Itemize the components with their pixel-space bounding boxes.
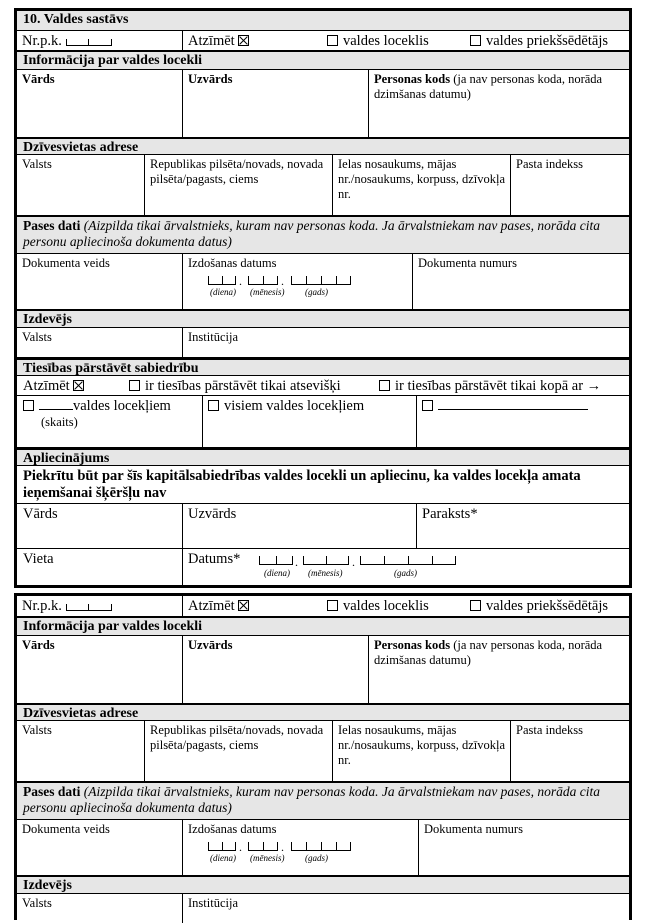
opt-alone[interactable]	[129, 378, 341, 395]
address-header	[17, 137, 629, 154]
member-checkbox[interactable]	[327, 35, 338, 46]
issue-day-caption: (diena)	[210, 287, 236, 297]
issue-month-caption-2: (mēnesis)	[250, 853, 285, 863]
chair-checkbox[interactable]	[470, 35, 481, 46]
issuer-country-label-2: Valsts	[22, 896, 52, 910]
opt-chair-label: valdes priekšsēdētājs	[486, 33, 609, 49]
opt-chair[interactable]	[470, 33, 608, 50]
municipality-cell[interactable]	[144, 155, 332, 215]
postcode-label-2: Pasta indekss	[516, 723, 584, 737]
passport-row-2	[17, 819, 629, 875]
sign-month-caption: (mēnesis)	[308, 568, 343, 578]
opt-jointly-label: ir tiesības pārstāvēt tikai kopā ar →	[395, 378, 602, 394]
members-count-checkbox[interactable]	[23, 400, 34, 411]
institution-cell[interactable]	[182, 328, 629, 357]
section-title	[17, 11, 629, 30]
issue-month-caption: (mēnesis)	[250, 287, 285, 297]
postcode-cell[interactable]	[510, 155, 629, 215]
doc-type-label-2: Dokumenta veids	[22, 822, 110, 836]
signatory-row	[17, 503, 629, 548]
doc-type-cell-2[interactable]	[17, 820, 182, 875]
issue-date-cell-2[interactable]: Izdošanas datums . . (diena) (mēnesis) (gads)	[182, 820, 418, 875]
personal-code-note-2: (ja nav personas koda, norāda dzimšanas datumu)	[374, 638, 603, 667]
issue-date-label-2: Izdošanas datums	[188, 822, 277, 836]
issue-year-caption-2: (gads)	[305, 853, 328, 863]
country-label-2: Valsts	[22, 723, 52, 737]
other-field[interactable]	[438, 409, 588, 410]
representation-options	[17, 376, 629, 395]
signature-label: Paraksts*	[422, 506, 478, 522]
signature-cell[interactable]	[416, 504, 629, 548]
members-count-field[interactable]	[39, 409, 73, 410]
personal-code-cell[interactable]	[368, 70, 629, 137]
passport-header-text-2: Pases dati	[23, 784, 81, 799]
institution-cell-2[interactable]	[182, 894, 629, 923]
opt-all-label: visiem valdes locekļiem	[224, 398, 365, 414]
address-header-text: Dzīvesvietas adrese	[23, 140, 139, 155]
surname-label-2: Uzvārds	[188, 638, 233, 652]
name-row	[17, 69, 629, 137]
passport-header-text: Pases dati	[23, 218, 81, 233]
issuer-header-2	[17, 875, 629, 893]
role-row	[17, 30, 629, 50]
opt-chair-label-2: valdes priekšsēdētājs	[486, 598, 609, 614]
issue-date-label: Izdošanas datums	[188, 256, 277, 270]
sign-date-cell[interactable]: Datums* . . (diena) (mēnesis) (gads)	[182, 549, 629, 585]
opt-member-label: valdes loceklis	[343, 33, 429, 49]
issuer-row	[17, 327, 629, 357]
surname-label: Uzvārds	[188, 72, 233, 86]
address-row	[17, 154, 629, 215]
personal-code-label-2: Personas kods	[374, 638, 451, 652]
representation-options-row	[17, 375, 629, 395]
opt-jointly[interactable]	[379, 378, 601, 395]
confirmation-header-text: Apliecinājums	[23, 451, 110, 466]
doc-number-cell-2[interactable]	[418, 820, 629, 875]
municipality-label: Republikas pilsēta/novads, novada pilsēta/pagasts, ciems	[150, 157, 324, 186]
personal-code-note: (ja nav personas koda, norāda dzimšanas datumu)	[374, 72, 603, 101]
members-count-cell[interactable]	[17, 396, 202, 447]
other-checkbox[interactable]	[422, 400, 433, 411]
nr-field[interactable]	[66, 35, 112, 46]
issue-day-caption-2: (diena)	[210, 853, 236, 863]
first-name-label-2: Vārds	[22, 638, 55, 652]
place-cell[interactable]	[17, 549, 182, 585]
street-cell-2[interactable]	[332, 721, 510, 781]
name-row-2	[17, 635, 629, 703]
members-count-caption: (skaits)	[41, 415, 78, 429]
sign-date-label: Datums*	[188, 551, 241, 567]
confirmation-statement: Piekrītu būt par šīs kapitālsabiedrības valdes locekli un apliecinu, ka valdes locekļa amata ieņemšanai šķēršļu nav	[23, 468, 581, 501]
representation-header-text: Tiesības pārstāvēt sabiedrību	[23, 361, 199, 376]
opt-member[interactable]	[327, 33, 429, 50]
doc-type-cell[interactable]	[17, 254, 182, 309]
street-label: Ielas nosaukums, mājas nr./nosaukums, korpuss, dzīvokļa nr.	[338, 157, 506, 201]
postcode-cell-2[interactable]	[510, 721, 629, 781]
passport-header-2	[17, 781, 629, 819]
info-header-text-2: Informācija par valdes locekli	[23, 619, 203, 634]
info-header-2	[17, 616, 629, 635]
role-row-2	[17, 596, 629, 616]
personal-code-cell-2[interactable]	[368, 636, 629, 703]
board-member-block-2	[14, 593, 632, 920]
board-member-block-1	[14, 8, 632, 588]
mark-example-checkbox-2	[238, 600, 249, 611]
issue-year-caption: (gads)	[305, 287, 328, 297]
confirmation-statement-row	[17, 465, 629, 503]
issuer-country-label: Valsts	[22, 330, 52, 344]
street-label-2: Ielas nosaukums, mājas nr./nosaukums, korpuss, dzīvokļa nr.	[338, 723, 506, 767]
rep-mark-label: Atzīmēt	[23, 378, 70, 394]
all-members-checkbox[interactable]	[208, 400, 219, 411]
municipality-cell-2[interactable]	[144, 721, 332, 781]
issue-date-cell[interactable]: Izdošanas datums . . (diena) (mēnesis) (gads)	[182, 254, 412, 309]
institution-label-2: Institūcija	[188, 896, 238, 910]
nr-label-2: Nr.p.k.	[22, 598, 62, 614]
personal-code-label: Personas kods	[374, 72, 451, 86]
nr-cell	[17, 31, 182, 50]
sign-first-name-cell[interactable]	[17, 504, 182, 548]
other-cell[interactable]	[416, 396, 629, 447]
sign-year-caption: (gads)	[394, 568, 417, 578]
postcode-label: Pasta indekss	[516, 157, 584, 171]
mark-label: Atzīmēt	[188, 33, 235, 49]
jointly-checkbox[interactable]	[379, 380, 390, 391]
mark-label-2: Atzīmēt	[188, 598, 235, 614]
sign-day-caption: (diena)	[264, 568, 290, 578]
sign-surname-cell[interactable]	[182, 504, 416, 548]
doc-type-label: Dokumenta veids	[22, 256, 110, 270]
address-header-2	[17, 703, 629, 720]
passport-row	[17, 253, 629, 309]
first-name-cell[interactable]	[17, 70, 182, 137]
street-cell[interactable]	[332, 155, 510, 215]
issuer-header-text-2: Izdevējs	[23, 878, 72, 893]
chair-checkbox-2[interactable]	[470, 600, 481, 611]
surname-cell-2[interactable]	[182, 636, 368, 703]
issuer-row-2	[17, 893, 629, 923]
all-members-cell[interactable]	[202, 396, 416, 447]
representation-detail-row	[17, 395, 629, 447]
opt-members-label: valdes locekļiem	[73, 398, 171, 414]
place-date-row	[17, 548, 629, 585]
opt-chair-2[interactable]	[470, 598, 608, 615]
mark-example-checkbox	[238, 35, 249, 46]
doc-number-label-2: Dokumenta numurs	[424, 822, 523, 836]
country-cell[interactable]	[17, 155, 144, 215]
doc-number-cell[interactable]	[412, 254, 629, 309]
surname-cell[interactable]	[182, 70, 368, 137]
sign-surname-label: Uzvārds	[188, 506, 237, 522]
opt-member-2[interactable]	[327, 598, 429, 615]
role-cell-2	[182, 596, 629, 616]
sign-first-name-label: Vārds	[23, 506, 58, 522]
nr-label: Nr.p.k.	[22, 33, 62, 49]
role-cell	[182, 31, 629, 50]
confirmation-header	[17, 447, 629, 465]
member-checkbox-2[interactable]	[327, 600, 338, 611]
passport-header	[17, 215, 629, 253]
nr-cell-2	[17, 596, 182, 616]
passport-header-note-2: (Aizpilda tikai ārvalstnieks, kuram nav personas koda. Ja ārvalstniekam nav pases, norāda cita personu apliecinoša dokumenta datus)	[23, 784, 601, 815]
country-cell-2[interactable]	[17, 721, 144, 781]
issuer-header-text: Izdevējs	[23, 312, 72, 327]
issuer-country-cell[interactable]	[17, 328, 182, 357]
municipality-label-2: Republikas pilsēta/novads, novada pilsēta/pagasts, ciems	[150, 723, 324, 752]
issuer-header	[17, 309, 629, 327]
first-name-label: Vārds	[22, 72, 55, 86]
section-title-text: 10. Valdes sastāvs	[23, 12, 129, 27]
first-name-cell-2[interactable]	[17, 636, 182, 703]
institution-label: Institūcija	[188, 330, 238, 344]
address-header-text-2: Dzīvesvietas adrese	[23, 706, 139, 721]
info-header	[17, 50, 629, 69]
rep-mark-example-checkbox	[73, 380, 84, 391]
doc-number-label: Dokumenta numurs	[418, 256, 517, 270]
place-label: Vieta	[23, 551, 54, 567]
info-header-text: Informācija par valdes locekli	[23, 53, 203, 68]
opt-member-label-2: valdes loceklis	[343, 598, 429, 614]
alone-checkbox[interactable]	[129, 380, 140, 391]
representation-header	[17, 357, 629, 375]
address-row-2	[17, 720, 629, 781]
issuer-country-cell-2[interactable]	[17, 894, 182, 923]
country-label: Valsts	[22, 157, 52, 171]
passport-header-note: (Aizpilda tikai ārvalstnieks, kuram nav personas koda. Ja ārvalstniekam nav pases, norāda cita personu apliecinoša dokumenta datus)	[23, 218, 601, 249]
nr-field-2[interactable]	[66, 600, 112, 611]
opt-alone-label: ir tiesības pārstāvēt tikai atsevišķi	[145, 378, 341, 394]
